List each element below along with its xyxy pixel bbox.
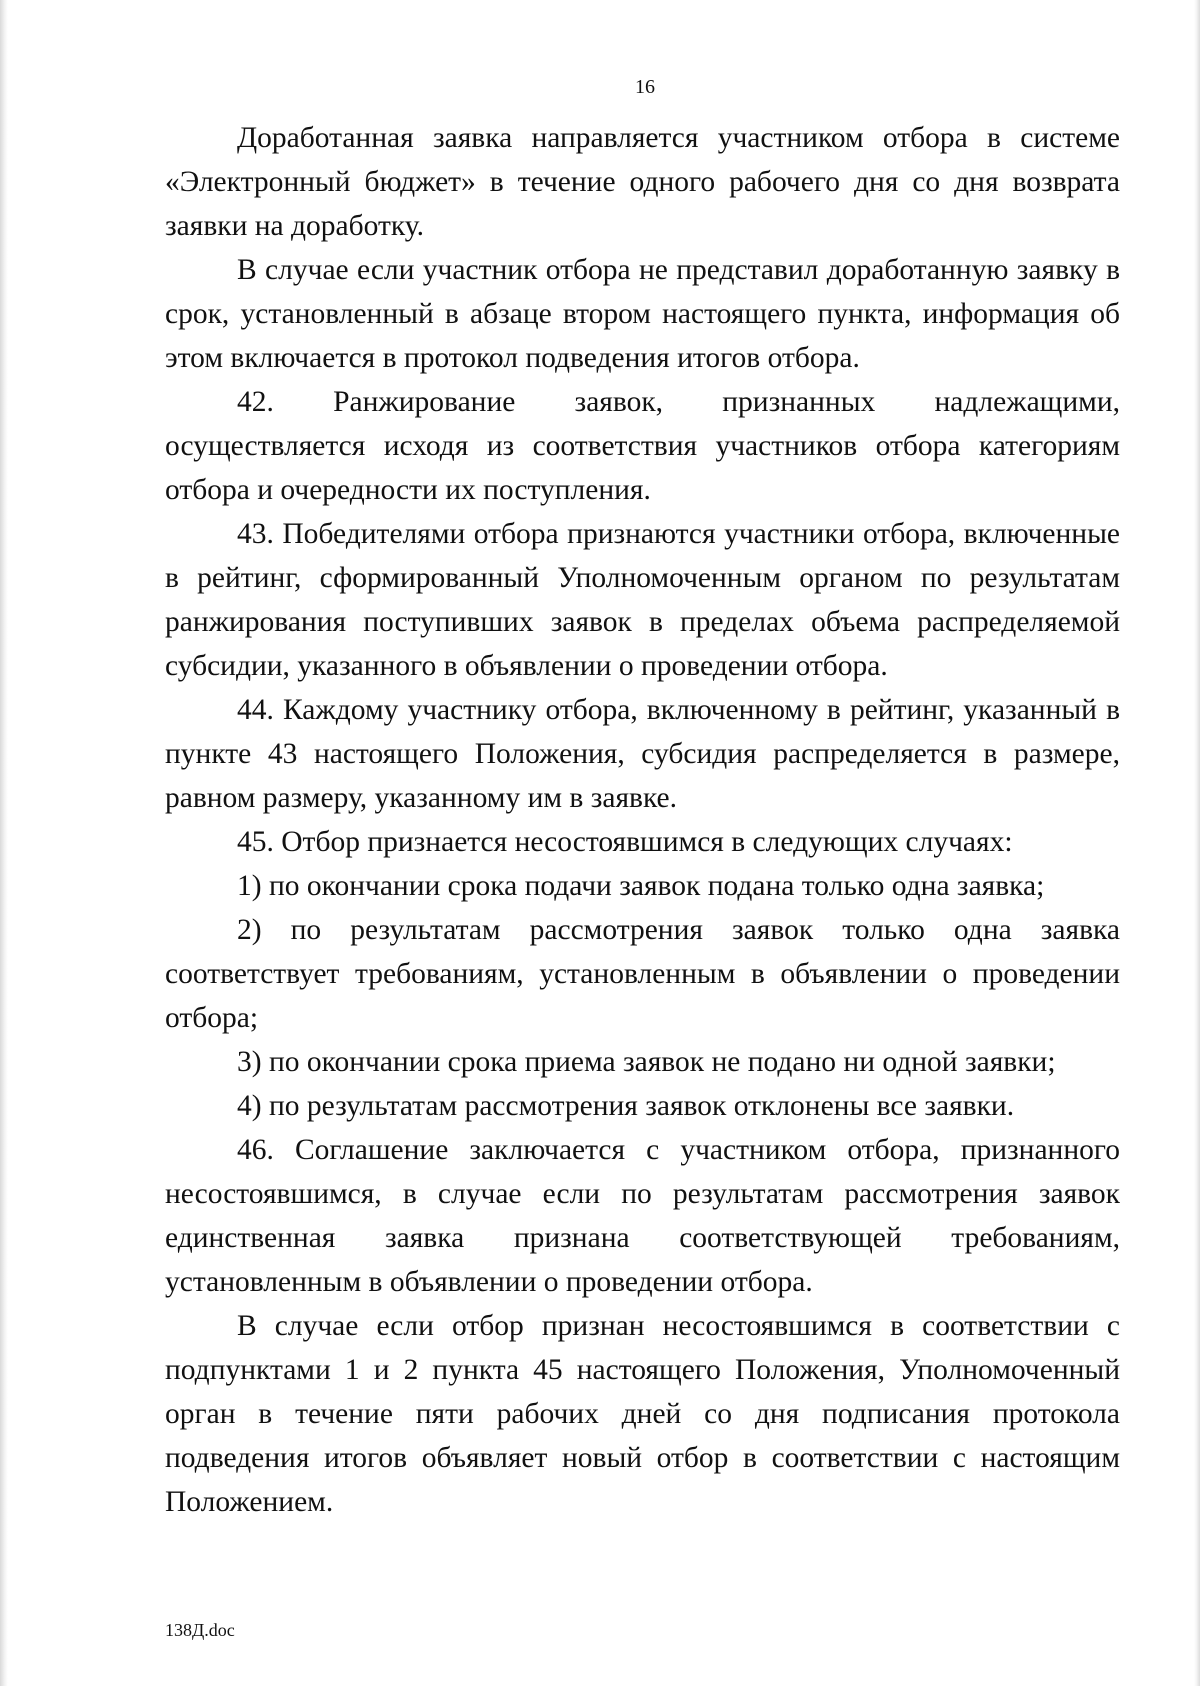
clause-45-item-3: 3) по окончании срока приема заявок не подано ни одной заявки; [237,1046,1056,1078]
clause-45: 45. Отбор признается несостоявшимся в следующих случаях: [237,826,1013,858]
scan-edge-left [0,0,8,1686]
clause-42: 42. Ранжирование заявок, признанных надлежащими, осуществляется исходя из соответствия участников отбора категориям отбора и очередности их поступления. [165,386,1120,506]
paragraph-not-submitted: В случае если участник отбора не представил доработанную заявку в срок, установленный в абзаце втором настоящего пункта, информация об этом включается в протокол подведения итогов отбора. [165,254,1120,374]
document-body [165,116,1120,1524]
clause-43: 43. Победителями отбора признаются участники отбора, включенные в рейтинг, сформированный Уполномоченным органом по результатам ранжирования поступивших заявок в пределах объема распределяемой субсидии, указанного в объявлении о проведении отбора. [165,518,1120,682]
paragraph-new-selection: В случае если отбор признан несостоявшимся в соответствии с подпунктами 1 и 2 пункта 45 настоящего Положения, Уполномоченный орган в течение пяти рабочих дней со дня подписания протокола подведения итогов объявляет новый отбор в соответствии с настоящим Положением. [165,1310,1120,1518]
clause-45-item-4: 4) по результатам рассмотрения заявок отклонены все заявки. [237,1090,1015,1122]
clause-46: 46. Соглашение заключается с участником отбора, признанного несостоявшимся, в случае если по результатам рассмотрения заявок единственная заявка признана соответствующей требованиям, установленным в объявлении о проведении отбора. [165,1134,1120,1298]
clause-44: 44. Каждому участнику отбора, включенному в рейтинг, указанный в пункте 43 настоящего Положения, субсидия распределяется в размере, равном размеру, указанному им в заявке. [165,694,1120,814]
paragraph-revised-application: Доработанная заявка направляется участником отбора в системе «Электронный бюджет» в течение одного рабочего дня со дня возврата заявки на доработку. [165,122,1120,242]
clause-45-item-2: 2) по результатам рассмотрения заявок только одна заявка соответствует требованиям, установленным в объявлении о проведении отбора; [165,914,1120,1034]
footer-filename: 138Д.doc [165,1620,235,1640]
page-number: 16 [635,76,655,98]
scan-edge-right [1194,0,1200,1686]
clause-45-item-1: 1) по окончании срока подачи заявок подана только одна заявка; [237,870,1045,902]
